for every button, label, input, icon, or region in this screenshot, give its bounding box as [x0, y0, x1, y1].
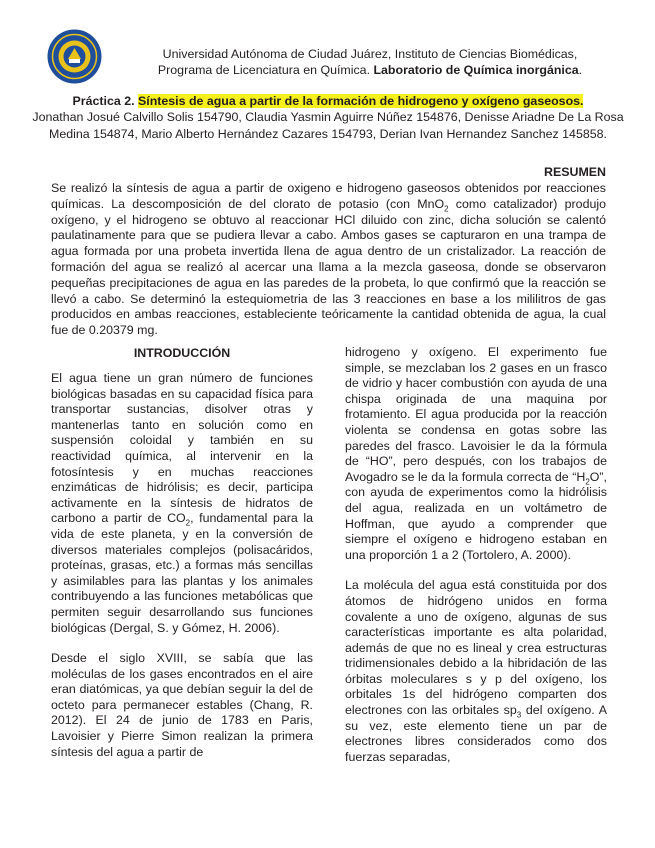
left-column: [51, 345, 313, 775]
abstract-heading: RESUMEN: [544, 165, 606, 179]
paragraph: El agua tiene un gran número de funciones biológicas basadas en su capacidad física para transportar sustancias, disolver otras y mantenerlas tanto en solución como en suspensión coloidal y también en su reactividad química, al intervenir en la fotosíntesis y en muchas reacciones enzimáticas de hidrólisis; es decir, participa activamente en la síntesis de hidratos de carbono a partir de $CO_2$, fundamental para la vida de este planeta, y en la conversión de diversos materiales complejos (polisacáridos, proteínas, grasas, etc.) a formas más sencillas y asimilables para las plantas y los animales contribuyendo a las funciones metabólicas que permiten seguir desarrollando sus funciones biológicas (Dergal, S. y Gómez, H. 2006).: [51, 371, 313, 635]
institution-header: [110, 46, 630, 78]
program-line: Programa de Licenciatura en Química. Laboratorio de Química inorgánica.: [157, 63, 583, 77]
introduction-heading: INTRODUCCIÓN: [133, 346, 231, 360]
lab-name: Laboratorio de Química inorgánica: [373, 63, 579, 77]
abstract-text: Se realizó la síntesis de agua a partir de oxigeno e hidrogeno gaseosos obtenidos por reacciones químicas. La descomposición de del clorato de potasio (con MnO$_2$ como catalizador) produjo oxígeno, y el hidrogeno se obtuvo al reaccionar HCl diluido con zinc, dicha solución se calentó paulatinamente para que se pudiera llevar a cabo. Ambos gases se capturaron en una trampa de agua formada por una probeta invertida llena de agua dentro de un cristalizador. La reacción de formación del agua se realizó al acercar una llama a la mezcla gaseosa, donde se observaron pequeñas precipitaciones de agua en las paredes de la probeta, lo que confirmó que la reacción se llevó a cabo. Se determinó la estequiometria de las 3 reacciones en base a los mililitros de gas producidos en ambas reacciones, estableciente teóricamente la cantidad obtenida de agua, la cual fue de 0.20379 mg.: [51, 181, 606, 338]
university-seal-logo: [47, 29, 102, 84]
paragraph: hidrogeno y oxígeno. El experimento fue simple, se mezclaban los 2 gases en un frasco de vidrio y hacer combustión con ayuda de una chispa originada de una maquina por frotamiento. El agua producida por la reacción violenta se condensa en gotas sobre las paredes del frasco. Lavoisier le da la fórmula de “HO”, pero después, con los trabajos de Avogadro se le da la formula correcta de “$H_2O$”, con ayuda de experimentos como la hidrólisis del agua, realizada en un voltámetro de Hoffman, que ayudo a comprender que siempre el oxígeno e hidrogeno estaban en una proporción 1 a 2 (Tortolero, A. 2000).: [345, 345, 607, 562]
institution-line: Universidad Autónoma de Ciudad Juárez, Instituto de Ciencias Biomédicas,: [162, 47, 578, 61]
author-list: Jonathan Josué Calvillo Solis 154790, Claudia Yasmin Aguirre Núñez 154876, Denisse Ariadne De La Rosa Medina 154874, Mario Alberto Hernández Cazares 154793, Derian Ivan Hernandez Sanchez 145858.: [32, 110, 624, 141]
right-column: [345, 345, 607, 780]
title-highlight: Síntesis de agua a partir de la formación de hidrogeno y oxígeno gaseosos.: [137, 94, 584, 108]
paragraph: Desde el siglo XVIII, se sabía que las moléculas de los gases encontrados en el aire eran diatómicas, ya que debían seguir la del de octeto para permanecer estables (Chang, R. 2012). El 24 de junio de 1783 en Paris, Lavoisier y Pierre Simon realizan la primera síntesis del agua a partir de: [51, 651, 313, 759]
paragraph: La molécula del agua está constituida por dos átomos de hidrógeno unidos en forma covalente a uno de oxígeno, algunas de sus características importante es alta polaridad, además de que no es lineal y crea estructuras tridimensionales debido a la hibridación de las órbitas moleculares s y p del oxígeno, los orbitales 1s del hidrógeno comparten dos electrones con las orbitales $sp_3$ del oxígeno. A su vez, este elemento tiene un par de electrones libres considerados como dos fuerzas separadas,: [345, 578, 607, 764]
practice-number: Práctica 2.: [72, 94, 138, 108]
paper-title: [30, 93, 626, 109]
